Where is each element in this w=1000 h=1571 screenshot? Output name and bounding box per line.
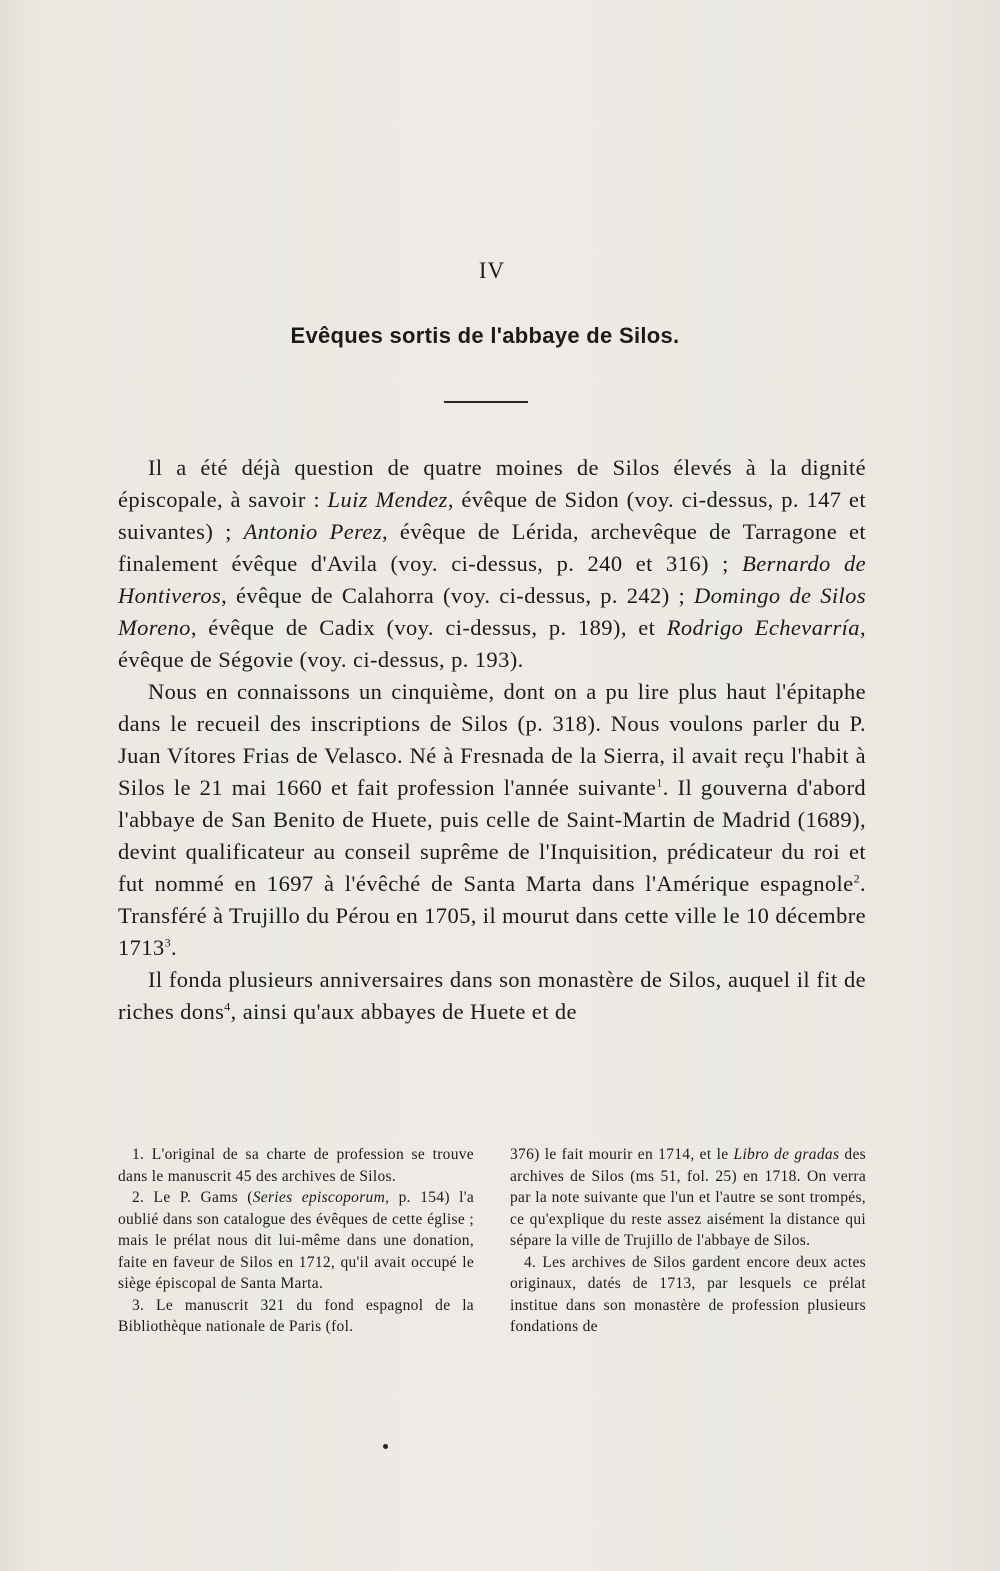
text-run: , ainsi qu'aux abbayes de Huete et de (230, 999, 577, 1024)
text-run: , p. 154) l'a oublié dans son catalogue des évêques de cette église ; mais le prélat nous dit lui-même dans une donation, faite en faveur de Silos en 1712, qu'il avait occupé le siège épiscopal de Santa Marta. (118, 1189, 474, 1292)
bishop-name: Bernardo de Hontiveros (118, 551, 866, 608)
text-run: Il fonda plusieurs anniversaires dans son monastère de Silos, auquel il fit de riches dons (118, 967, 866, 1024)
paragraph-1 (118, 452, 866, 676)
text-run: , évêque de Cadix (voy. ci-dessus, p. 189), et (190, 615, 667, 640)
paragraph-2 (118, 676, 866, 964)
ink-dot (383, 1444, 388, 1449)
text-run: des archives de Silos (ms 51, fol. 25) en 1718. On verra par la note suivante que l'un et l'autre se sont trompés, ce qu'explique du reste assez aisément la distance qui sépare la ville de Trujillo de l'abbaye de Silos. (510, 1146, 866, 1249)
work-title: Libro de gradas (733, 1146, 840, 1163)
text-run: 2. Le P. Gams ( (132, 1189, 253, 1206)
text-run: Nous en connaissons un cinquième, dont on a pu lire plus haut l'épitaphe dans le recueil des inscriptions de Silos (p. 318). Nous voulons parler du P. Juan Vítores Frias de Velasco. Né à Fresnada de la Sierra, il avait reçu l'habit à Silos le 21 mai 1660 et fait profession l'année suivante (118, 679, 866, 800)
footnote-ref: 1 (656, 775, 663, 790)
text-run: Il a été déjà question de quatre moines de Silos élevés à la dignité épiscopale, à savoir : (118, 455, 866, 512)
text-run: . Transféré à Trujillo du Pérou en 1705, il mourut dans cette ville le 10 décembre 1713 (118, 871, 866, 960)
text-run: , évêque de Sidon (voy. ci-dessus, p. 147 et suivantes) ; (118, 487, 866, 544)
text-run: . Il gouverna d'abord l'abbaye de San Benito de Huete, puis celle de Saint-Martin de Madrid (1689), devint qualificateur au conseil suprême de l'Inquisition, prédicateur du roi et fut nommé en 1697 à l'évêché de Santa Marta dans l'Amérique espagnole (118, 775, 866, 896)
footnote-1: 1. L'original de sa charte de profession se trouve dans le manuscrit 45 des archives de Silos. (118, 1146, 474, 1185)
bishop-name: Luiz Mendez (327, 487, 448, 512)
text-run: 376) le fait mourir en 1714, et le (510, 1146, 734, 1163)
footnote-3: 3. Le manuscrit 321 du fond espagnol de la Bibliothèque nationale de Paris (fol. (118, 1296, 474, 1335)
bishop-name: Domingo de Silos Moreno (118, 583, 866, 640)
bishop-name: Rodrigo Echevarría (666, 615, 860, 640)
paragraph-3 (118, 964, 866, 1028)
footnote-column-right (510, 1144, 866, 1338)
text-run: , évêque de Calahorra (voy. ci-dessus, p. 242) ; (221, 583, 694, 608)
footnote-column-left (118, 1144, 474, 1338)
work-title: Series episcoporum (252, 1189, 386, 1206)
footnote-ref: 2 (853, 871, 860, 886)
footnote-ref: 4 (224, 999, 231, 1014)
footnote-3-continued (510, 1144, 866, 1252)
section-rule (444, 401, 528, 403)
footnote-4: 4. Les archives de Silos gardent encore deux actes originaux, datés de 1713, par lesquels ce prélat institue dans son monastère de profession plusieurs fondations de (510, 1253, 866, 1335)
footnotes (118, 1144, 866, 1338)
text-run: , évêque de Ségovie (voy. ci-dessus, p. 193). (118, 615, 866, 672)
bishop-name: Antonio Perez (243, 519, 382, 544)
footnote-ref: 3 (164, 935, 172, 950)
text-run: . (171, 935, 178, 960)
footnote-2 (118, 1187, 474, 1295)
text-run: , évêque de Lérida, archevêque de Tarragone et finalement évêque d'Avila (voy. ci-dessus, p. 240 et 316) ; (118, 519, 867, 576)
chapter-title: Evêques sortis de l'abbaye de Silos. (290, 323, 680, 348)
body-text (118, 452, 866, 1028)
chapter-number: IV (478, 258, 506, 283)
